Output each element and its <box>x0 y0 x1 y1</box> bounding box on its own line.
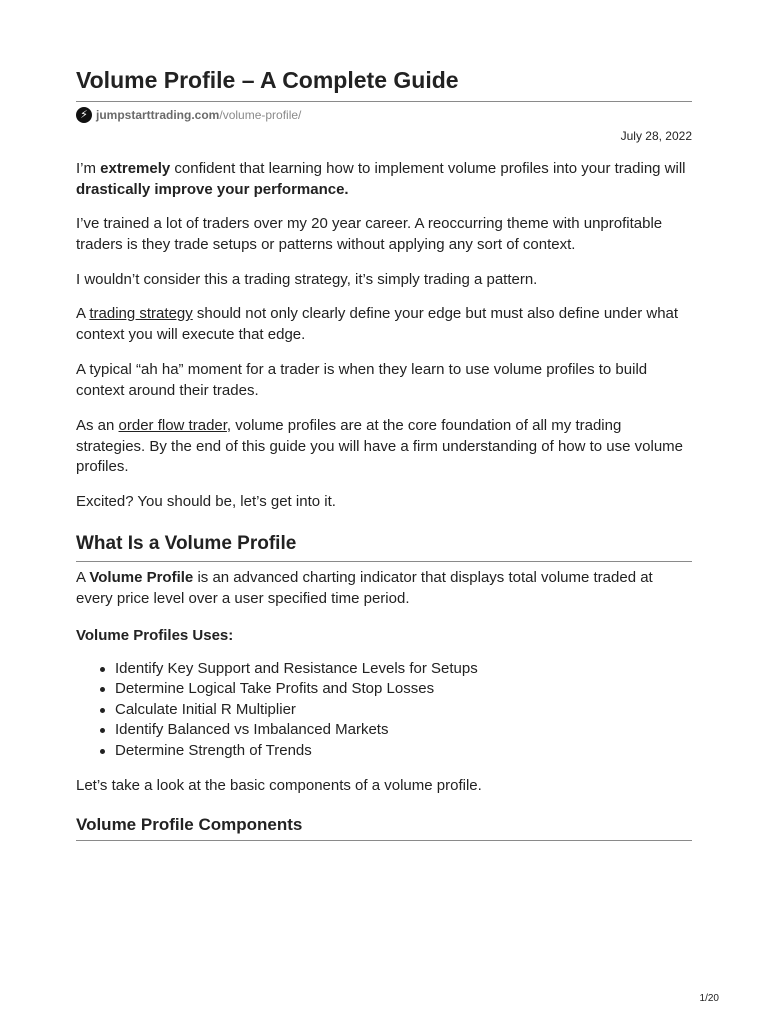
text-run: should not only clearly define your edge but must also define under what context you will execute that edge. <box>76 305 679 343</box>
list-item <box>76 741 478 761</box>
list-item <box>76 700 478 720</box>
bold-text: extremely <box>100 160 171 177</box>
source-path: /volume-profile/ <box>219 107 302 122</box>
document-title: Volume Profile – A Complete Guide <box>76 67 459 93</box>
list-item-text: Identify Key Support and Resistance Levels for Setups <box>115 660 478 677</box>
list-item-text: Determine Strength of Trends <box>115 741 312 759</box>
source-domain: jumpstarttrading.com <box>96 107 220 122</box>
bullet-icon <box>100 728 105 733</box>
intro-paragraph-3: I wouldn’t consider this a trading strategy, it’s simply trading a pattern. <box>76 271 538 288</box>
intro-paragraph-7: Excited? You should be, let’s get into it. <box>76 493 336 510</box>
list-item <box>76 659 478 679</box>
section-divider <box>76 561 692 562</box>
list-item-text: Determine Logical Take Profits and Stop Losses <box>115 680 435 698</box>
text-run: , volume profiles are at the core foundation of all my trading strategies. By the end of this guide you will have a firm understanding of how to use volume profiles. <box>76 417 684 475</box>
intro-paragraph-2: I’ve trained a lot of traders over my 20 year career. A reoccurring theme with unprofitable traders is they trade setups or patterns without applying any sort of context. <box>76 215 663 253</box>
bullet-icon <box>100 667 105 672</box>
text-run: confident that learning how to implement volume profiles into your trading will <box>170 160 686 177</box>
bullet-icon <box>100 687 105 692</box>
section-heading: What Is a Volume Profile <box>76 533 297 554</box>
definition-paragraph <box>76 568 692 609</box>
intro-paragraph-4 <box>76 304 692 345</box>
text-run: A <box>76 305 90 322</box>
intro-paragraph-1 <box>76 159 692 200</box>
bold-text: drastically improve your performance. <box>76 180 349 198</box>
text-run: is an advanced charting indicator that displays total volume traded at every price level over a user specified time period. <box>76 569 653 607</box>
source-line <box>76 106 301 123</box>
uses-list <box>76 659 478 761</box>
trading-strategy-link[interactable]: trading strategy <box>89 305 193 322</box>
publish-date: July 28, 2022 <box>620 129 692 143</box>
subsection-divider <box>76 840 692 841</box>
bullet-icon <box>100 708 105 713</box>
text-run: A <box>76 569 90 586</box>
subsection-heading: Volume Profile Components <box>76 815 303 834</box>
intro-paragraph-6 <box>76 416 692 478</box>
intro-paragraph-5: A typical “ah ha” moment for a trader is when they learn to use volume profiles to build context around their trades. <box>76 361 648 399</box>
text-run: As an <box>76 417 119 434</box>
outro-paragraph: Let’s take a look at the basic components of a volume profile. <box>76 777 482 794</box>
page-number: 1/20 <box>699 993 719 1004</box>
bolt-icon: ⚡︎ <box>76 107 92 123</box>
bold-text: Volume Profile <box>89 569 194 586</box>
list-item-text: Calculate Initial R Multiplier <box>115 700 296 718</box>
list-item-text: Identify Balanced vs Imbalanced Markets <box>115 721 389 739</box>
title-divider <box>76 101 692 102</box>
order-flow-trader-link[interactable]: order flow trader <box>118 417 227 434</box>
uses-label: Volume Profiles Uses: <box>76 627 234 644</box>
bullet-icon <box>100 749 105 754</box>
list-item <box>76 720 478 740</box>
text-run: I’m <box>76 160 101 177</box>
list-item <box>76 679 478 699</box>
